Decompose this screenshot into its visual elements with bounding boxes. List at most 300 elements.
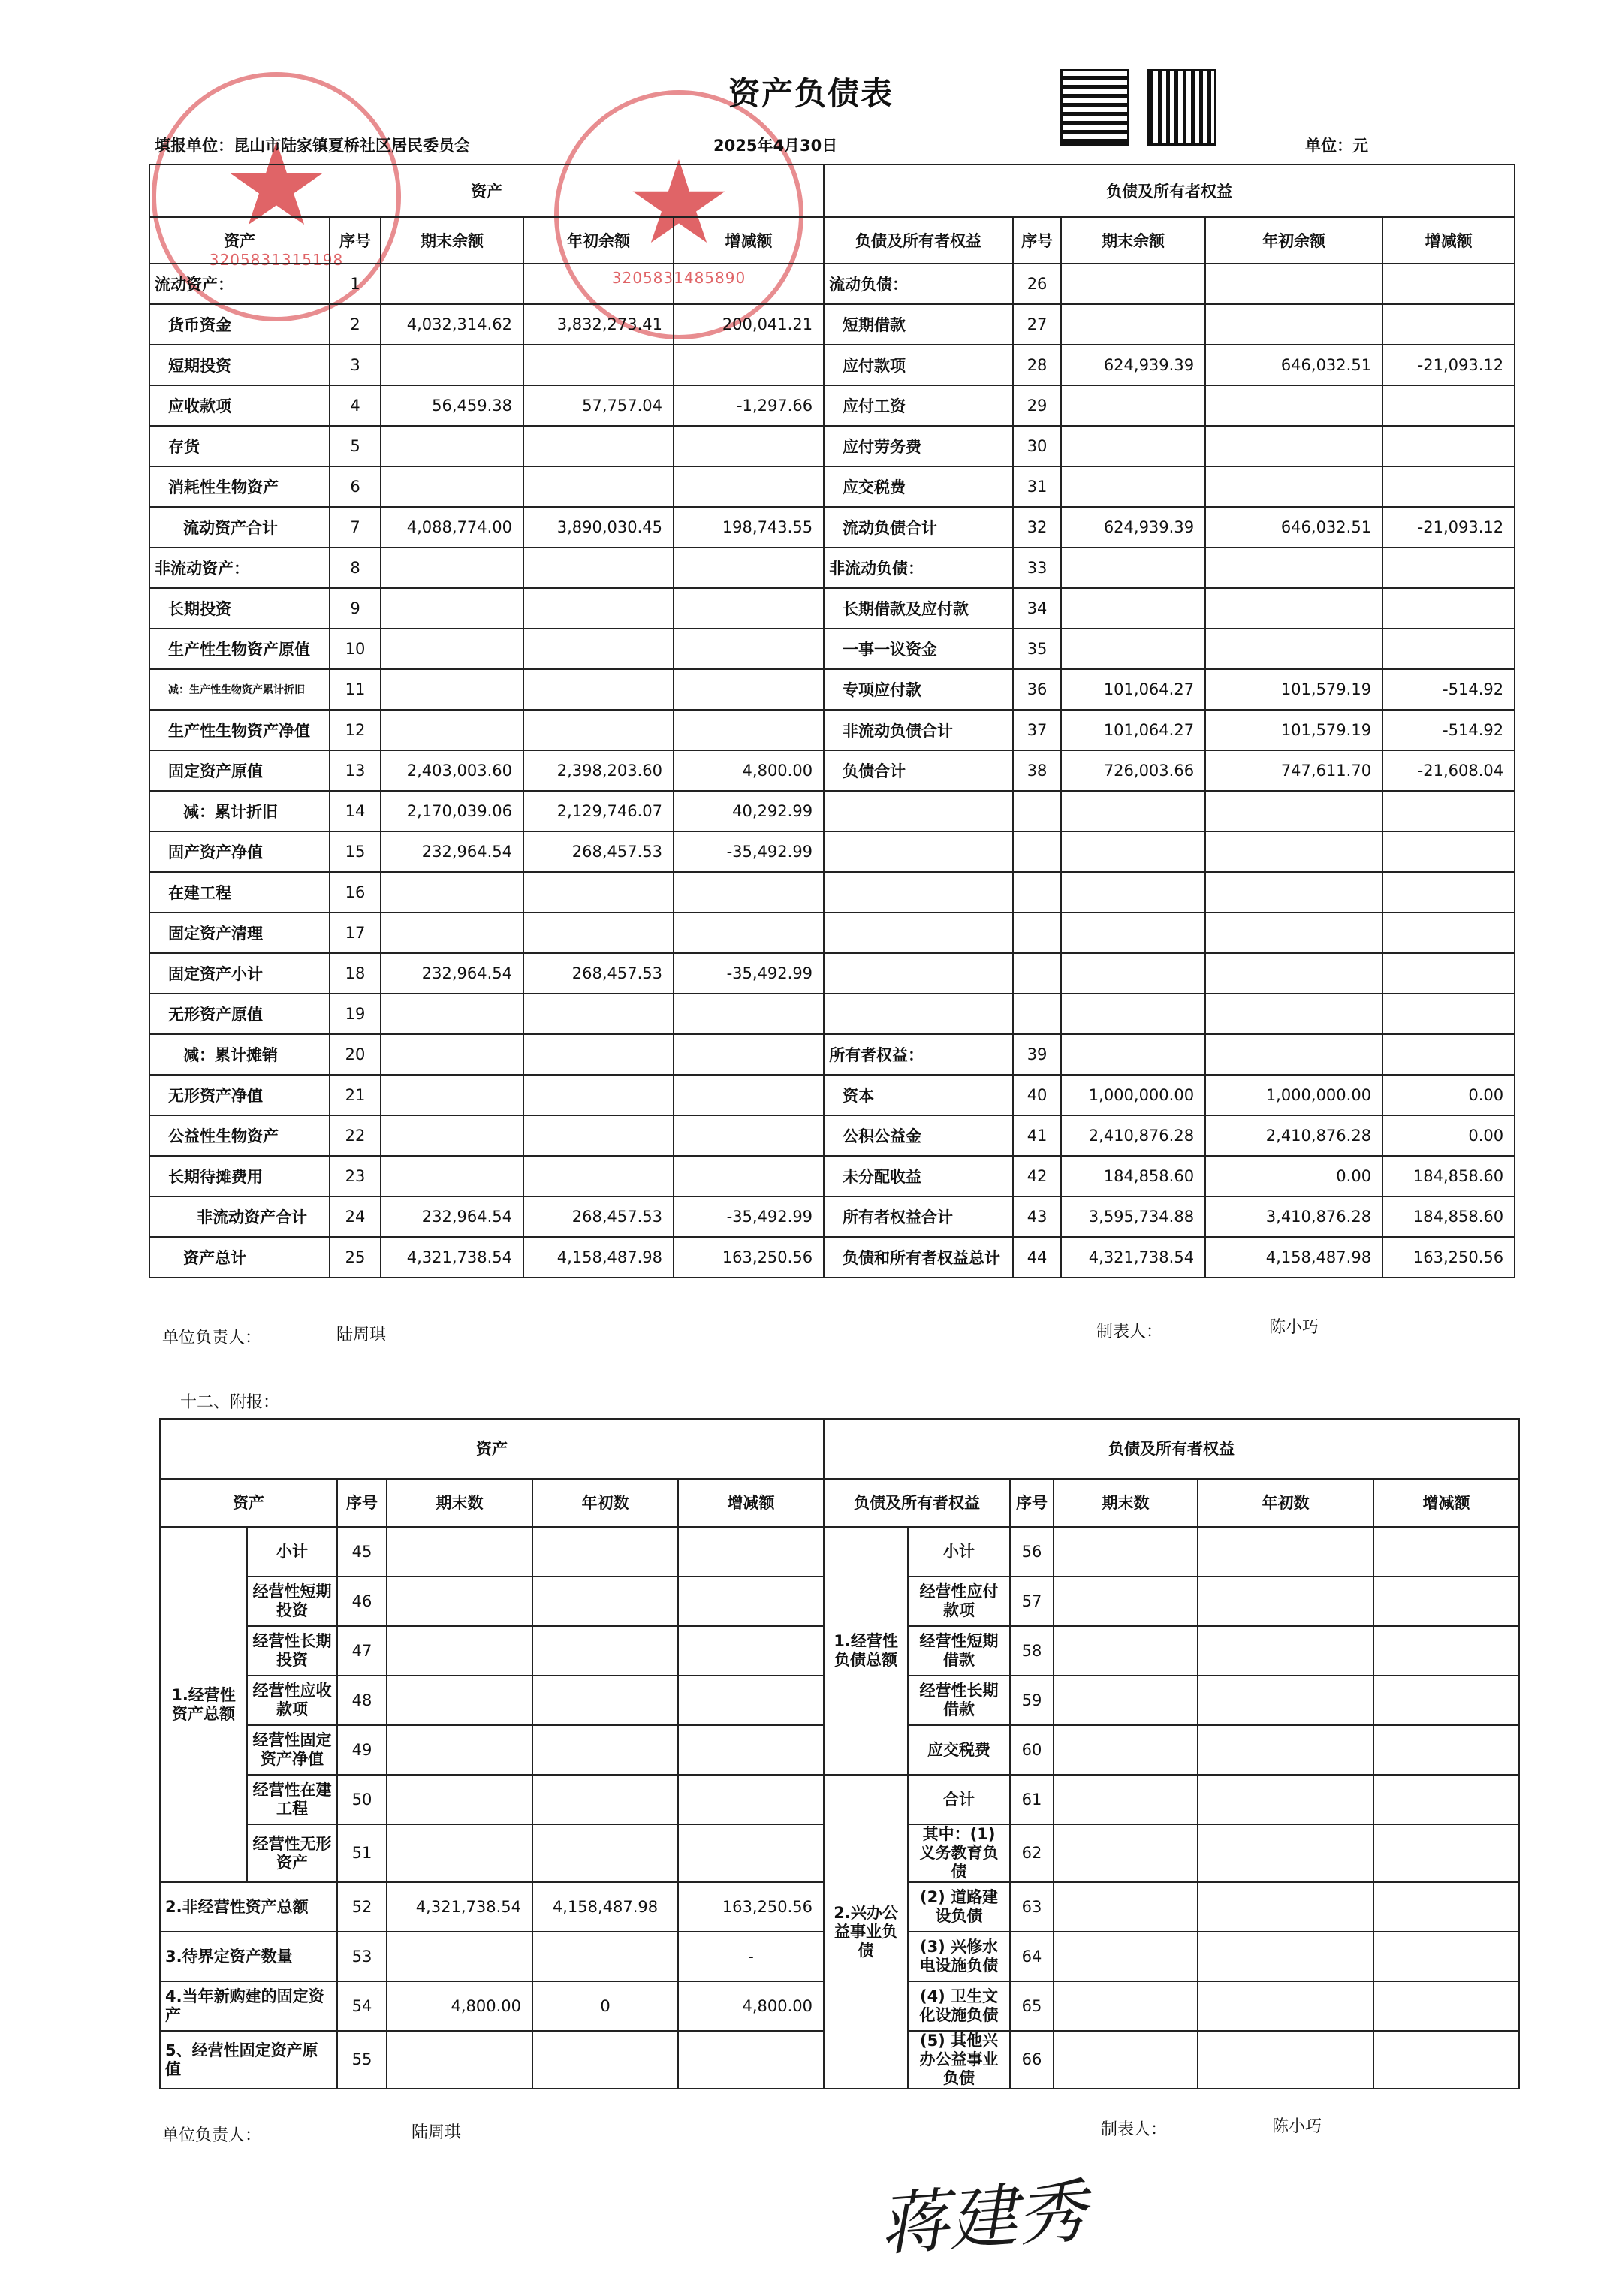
footer1-head-label: 单位负责人： [162, 1329, 262, 1347]
liab-name: (5) 其他兴办公益事业负债 [908, 2031, 1010, 2089]
asset-begin: 3,832,273.41 [523, 304, 674, 345]
liab-begin: 101,579.19 [1205, 669, 1382, 710]
asset-begin: 3,890,030.45 [523, 507, 674, 548]
liab-name: 经营性长期借款 [908, 1676, 1010, 1725]
report-date: 2025年4月30日 [713, 137, 838, 155]
liab-seq: 40 [1013, 1075, 1061, 1115]
asset-end [381, 1115, 523, 1156]
liab-seq: 28 [1013, 345, 1061, 385]
asset-change [674, 710, 824, 750]
liab-name [824, 791, 1013, 831]
liab-begin [1198, 1725, 1373, 1775]
liab-name: 小计 [908, 1527, 1010, 1576]
liabilities-section-header: 负债及所有者权益 [824, 164, 1515, 217]
liab-change [1382, 588, 1515, 629]
asset-seq: 48 [337, 1676, 387, 1725]
asset-end: 4,800.00 [387, 1981, 532, 2031]
liab-end: 101,064.27 [1061, 710, 1205, 750]
asset-change [678, 2031, 824, 2089]
appendix-col-begin2: 年初数 [1198, 1479, 1373, 1527]
table-row [149, 264, 1515, 304]
asset-name: 资产总计 [149, 1237, 330, 1278]
liab-end [1054, 1725, 1198, 1775]
asset-change [678, 1824, 824, 1882]
liab-change [1373, 1725, 1519, 1775]
asset-end: 4,321,738.54 [387, 1882, 532, 1932]
asset-seq: 52 [337, 1882, 387, 1932]
liab-end [1054, 1626, 1198, 1676]
liab-seq: 34 [1013, 588, 1061, 629]
liab-change [1382, 831, 1515, 872]
table-row [149, 548, 1515, 588]
asset-end [381, 1034, 523, 1075]
liab-name [824, 994, 1013, 1034]
liab-begin [1205, 264, 1382, 304]
asset-seq: 14 [330, 791, 381, 831]
liab-change [1382, 913, 1515, 953]
asset-seq: 22 [330, 1115, 381, 1156]
liab-change [1382, 629, 1515, 669]
liab-seq: 58 [1010, 1626, 1054, 1676]
col-header-liab: 负债及所有者权益 [824, 217, 1013, 264]
asset-name: 无形资产原值 [149, 994, 330, 1034]
asset-begin [532, 2031, 678, 2089]
liab-begin [1198, 1882, 1373, 1932]
footer2-head-label: 单位负责人： [162, 2126, 262, 2145]
asset-name: 短期投资 [149, 345, 330, 385]
asset-seq: 12 [330, 710, 381, 750]
asset-seq: 50 [337, 1775, 387, 1824]
asset-seq: 24 [330, 1196, 381, 1237]
liab-change [1373, 1676, 1519, 1725]
asset-end [387, 2031, 532, 2089]
liab-name: 所有者权益合计 [824, 1196, 1013, 1237]
asset-begin: 4,158,487.98 [523, 1237, 674, 1278]
liab-change [1373, 1932, 1519, 1981]
asset-end: 2,170,039.06 [381, 791, 523, 831]
liab-name: 短期借款 [824, 304, 1013, 345]
col-header-begin2: 年初余额 [1205, 217, 1382, 264]
liab-begin [1198, 1676, 1373, 1725]
liab-seq [1013, 791, 1061, 831]
col-header-end: 期末余额 [381, 217, 523, 264]
liab-end [1054, 1527, 1198, 1576]
liab-end [1054, 1932, 1198, 1981]
table-row [149, 588, 1515, 629]
liab-end: 624,939.39 [1061, 507, 1205, 548]
asset-name: 存货 [149, 426, 330, 466]
liab-begin [1205, 831, 1382, 872]
asset-begin [523, 710, 674, 750]
asset-end [381, 913, 523, 953]
asset-change: 4,800.00 [678, 1981, 824, 2031]
asset-begin: 268,457.53 [523, 953, 674, 994]
col-header-seq: 序号 [330, 217, 381, 264]
liab-begin [1198, 1775, 1373, 1824]
asset-name: 长期待摊费用 [149, 1156, 330, 1196]
liab-begin [1198, 1932, 1373, 1981]
liab-change: 0.00 [1382, 1115, 1515, 1156]
asset-begin [523, 588, 674, 629]
appendix-col-seq: 序号 [337, 1479, 387, 1527]
asset-seq: 3 [330, 345, 381, 385]
liab-seq: 66 [1010, 2031, 1054, 2089]
liab-change: 184,858.60 [1382, 1196, 1515, 1237]
asset-seq: 45 [337, 1527, 387, 1576]
appendix-table [159, 1418, 1520, 2089]
liab-begin [1205, 1034, 1382, 1075]
asset-end [387, 1824, 532, 1882]
asset-seq: 47 [337, 1626, 387, 1676]
liab-end [1054, 1576, 1198, 1626]
liab-change [1382, 385, 1515, 426]
asset-seq: 1 [330, 264, 381, 304]
liab-end: 1,000,000.00 [1061, 1075, 1205, 1115]
asset-name: 应收款项 [149, 385, 330, 426]
asset-change: 163,250.56 [678, 1882, 824, 1932]
asset-change [678, 1626, 824, 1676]
asset-name: 4.当年新购建的固定资产 [160, 1981, 337, 2031]
liab-begin: 646,032.51 [1205, 345, 1382, 385]
appendix-col-end: 期末数 [387, 1479, 532, 1527]
asset-end: 232,964.54 [381, 953, 523, 994]
liab-name: (3) 兴修水电设施负债 [908, 1932, 1010, 1981]
asset-seq: 13 [330, 750, 381, 791]
liab-seq: 63 [1010, 1882, 1054, 1932]
footer1-maker-name: 陈小巧 [1269, 1318, 1319, 1337]
asset-name: 经营性应收款项 [247, 1676, 337, 1725]
liab-begin: 4,158,487.98 [1205, 1237, 1382, 1278]
asset-change [678, 1725, 824, 1775]
asset-end [381, 1156, 523, 1196]
liab-change: -21,608.04 [1382, 750, 1515, 791]
group-op-assets: 1.经营性资产总额 [160, 1527, 247, 1882]
asset-change [674, 994, 824, 1034]
asset-end [387, 1775, 532, 1824]
asset-name: 3.待界定资产数量 [160, 1932, 337, 1981]
liab-change [1373, 1527, 1519, 1576]
asset-begin: 57,757.04 [523, 385, 674, 426]
table-row [149, 1237, 1515, 1278]
asset-name: 长期投资 [149, 588, 330, 629]
group-op-liab: 1.经营性负债总额 [824, 1527, 908, 1775]
liab-change [1382, 791, 1515, 831]
currency-unit: 单位：元 [1305, 137, 1368, 155]
table-row [149, 669, 1515, 710]
col-header-change2: 增减额 [1382, 217, 1515, 264]
liab-name [824, 831, 1013, 872]
appendix-col-seq2: 序号 [1010, 1479, 1054, 1527]
asset-name: 减：生产性生物资产累计折旧 [149, 669, 330, 710]
liab-begin [1205, 426, 1382, 466]
liab-name [824, 953, 1013, 994]
table-row [149, 426, 1515, 466]
liab-seq: 27 [1013, 304, 1061, 345]
handwritten-signature: 蒋建秀 [876, 2171, 1089, 2266]
liab-name: 经营性短期借款 [908, 1626, 1010, 1676]
liab-change: 163,250.56 [1382, 1237, 1515, 1278]
asset-change [674, 629, 824, 669]
liab-begin: 747,611.70 [1205, 750, 1382, 791]
footer1-maker-label: 制表人： [1096, 1323, 1163, 1341]
asset-seq: 7 [330, 507, 381, 548]
asset-change [674, 426, 824, 466]
asset-end [381, 1075, 523, 1115]
table-row [149, 466, 1515, 507]
table-row [149, 1034, 1515, 1075]
footer1-head-name: 陆周琪 [336, 1326, 387, 1344]
table-row [149, 507, 1515, 548]
asset-change [678, 1775, 824, 1824]
assets-section-header: 资产 [149, 164, 824, 217]
asset-name: 经营性在建工程 [247, 1775, 337, 1824]
liab-end [1061, 385, 1205, 426]
liab-seq: 38 [1013, 750, 1061, 791]
liab-name: 所有者权益： [824, 1034, 1013, 1075]
footer2-maker-label: 制表人： [1101, 2120, 1168, 2139]
asset-name: 固定资产原值 [149, 750, 330, 791]
asset-end [381, 872, 523, 913]
asset-seq: 46 [337, 1576, 387, 1626]
asset-name: 在建工程 [149, 872, 330, 913]
liab-name: 公积公益金 [824, 1115, 1013, 1156]
asset-seq: 8 [330, 548, 381, 588]
liab-end: 101,064.27 [1061, 669, 1205, 710]
asset-begin [532, 1775, 678, 1824]
liab-seq: 59 [1010, 1676, 1054, 1725]
liab-seq: 65 [1010, 1981, 1054, 2031]
asset-change [674, 345, 824, 385]
asset-end [381, 629, 523, 669]
liab-change [1373, 1626, 1519, 1676]
liab-change: -514.92 [1382, 669, 1515, 710]
liab-end [1061, 913, 1205, 953]
asset-seq: 49 [337, 1725, 387, 1775]
asset-seq: 15 [330, 831, 381, 872]
asset-begin [532, 1576, 678, 1626]
asset-begin [523, 629, 674, 669]
asset-name: 减：累计折旧 [149, 791, 330, 831]
asset-begin [523, 264, 674, 304]
asset-change [674, 1034, 824, 1075]
col-header-change: 增减额 [674, 217, 824, 264]
asset-change: 163,250.56 [674, 1237, 824, 1278]
col-header-end2: 期末余额 [1061, 217, 1205, 264]
asset-change [674, 1115, 824, 1156]
asset-name: 消耗性生物资产 [149, 466, 330, 507]
liab-end [1061, 1034, 1205, 1075]
asset-name: 流动资产合计 [149, 507, 330, 548]
asset-seq: 55 [337, 2031, 387, 2089]
asset-name: 固产资产净值 [149, 831, 330, 872]
liab-change [1382, 264, 1515, 304]
liab-end [1061, 426, 1205, 466]
asset-name: 固定资产小计 [149, 953, 330, 994]
liab-seq: 64 [1010, 1932, 1054, 1981]
liab-name: 非流动负债合计 [824, 710, 1013, 750]
liab-begin: 3,410,876.28 [1205, 1196, 1382, 1237]
asset-end [381, 345, 523, 385]
liab-end [1061, 264, 1205, 304]
asset-change [674, 669, 824, 710]
qr-code-icon [1147, 69, 1216, 146]
liab-name: 流动负债： [824, 264, 1013, 304]
table-row [149, 831, 1515, 872]
asset-begin [532, 1676, 678, 1725]
asset-name: 固定资产清理 [149, 913, 330, 953]
asset-end: 232,964.54 [381, 1196, 523, 1237]
asset-change [674, 466, 824, 507]
asset-begin: 268,457.53 [523, 831, 674, 872]
asset-change [674, 1156, 824, 1196]
asset-begin [523, 872, 674, 913]
liab-begin [1205, 994, 1382, 1034]
liab-name [824, 913, 1013, 953]
table-row [149, 953, 1515, 994]
liab-change [1382, 466, 1515, 507]
liab-begin [1205, 872, 1382, 913]
stamp-2-code: 3205831485890 [611, 269, 746, 287]
asset-seq: 2 [330, 304, 381, 345]
liab-seq [1013, 913, 1061, 953]
liab-end [1061, 304, 1205, 345]
appendix-col-end2: 期末数 [1054, 1479, 1198, 1527]
asset-begin [523, 426, 674, 466]
liab-change [1382, 548, 1515, 588]
liab-name: 流动负债合计 [824, 507, 1013, 548]
asset-name: 经营性无形资产 [247, 1824, 337, 1882]
asset-seq: 6 [330, 466, 381, 507]
liab-seq [1013, 994, 1061, 1034]
asset-begin: 2,398,203.60 [523, 750, 674, 791]
table-row [149, 913, 1515, 953]
liab-name [824, 872, 1013, 913]
liab-begin: 1,000,000.00 [1205, 1075, 1382, 1115]
asset-begin [523, 1156, 674, 1196]
liab-end [1054, 1824, 1198, 1882]
balance-sheet-table [149, 164, 1515, 1278]
liab-change: -21,093.12 [1382, 345, 1515, 385]
asset-begin [523, 994, 674, 1034]
report-unit-label: 填报单位： [155, 137, 234, 155]
qr-code-icon [1060, 69, 1129, 146]
group-public-liab: 2.兴办公益事业负债 [824, 1775, 908, 2089]
liab-name: 一事一议资金 [824, 629, 1013, 669]
liab-name: 其中：(1) 义务教育负债 [908, 1824, 1010, 1882]
liab-seq: 35 [1013, 629, 1061, 669]
asset-change [674, 588, 824, 629]
asset-end: 4,032,314.62 [381, 304, 523, 345]
liab-change [1382, 994, 1515, 1034]
liab-change: -21,093.12 [1382, 507, 1515, 548]
asset-name: 经营性长期投资 [247, 1626, 337, 1676]
asset-begin: 268,457.53 [523, 1196, 674, 1237]
liab-name: 未分配收益 [824, 1156, 1013, 1196]
liab-end [1054, 1676, 1198, 1725]
liab-end [1061, 953, 1205, 994]
liab-change [1382, 426, 1515, 466]
liab-seq [1013, 953, 1061, 994]
asset-end [381, 710, 523, 750]
asset-change [674, 548, 824, 588]
asset-change: 40,292.99 [674, 791, 824, 831]
table-row [149, 1075, 1515, 1115]
table-row [149, 750, 1515, 791]
asset-change [674, 1075, 824, 1115]
table-row [149, 629, 1515, 669]
liab-name: 负债和所有者权益总计 [824, 1237, 1013, 1278]
asset-change: 4,800.00 [674, 750, 824, 791]
liab-change: -514.92 [1382, 710, 1515, 750]
liab-seq: 62 [1010, 1824, 1054, 1882]
liab-begin [1205, 548, 1382, 588]
liab-end [1061, 994, 1205, 1034]
liab-end: 3,595,734.88 [1061, 1196, 1205, 1237]
liab-name: 负债合计 [824, 750, 1013, 791]
asset-end [381, 588, 523, 629]
asset-begin [532, 1725, 678, 1775]
liab-name: 合计 [908, 1775, 1010, 1824]
liab-seq: 26 [1013, 264, 1061, 304]
asset-change [678, 1576, 824, 1626]
asset-begin [523, 669, 674, 710]
liab-begin [1205, 304, 1382, 345]
liab-end [1061, 791, 1205, 831]
appendix-liab-section: 负债及所有者权益 [824, 1419, 1519, 1479]
liab-name: 资本 [824, 1075, 1013, 1115]
asset-seq: 5 [330, 426, 381, 466]
asset-name: 流动资产： [149, 264, 330, 304]
asset-seq: 17 [330, 913, 381, 953]
asset-change [674, 913, 824, 953]
liab-seq: 39 [1013, 1034, 1061, 1075]
liab-begin [1205, 588, 1382, 629]
liab-change [1373, 2031, 1519, 2089]
asset-end [387, 1676, 532, 1725]
liab-begin: 646,032.51 [1205, 507, 1382, 548]
asset-end [387, 1932, 532, 1981]
asset-name: 生产性生物资产原值 [149, 629, 330, 669]
liab-end [1061, 548, 1205, 588]
asset-name: 5、经营性固定资产原值 [160, 2031, 337, 2089]
asset-begin: 4,158,487.98 [532, 1882, 678, 1932]
asset-seq: 25 [330, 1237, 381, 1278]
asset-end: 232,964.54 [381, 831, 523, 872]
liab-end [1061, 629, 1205, 669]
asset-change: -35,492.99 [674, 953, 824, 994]
asset-begin [523, 1115, 674, 1156]
liab-end: 184,858.60 [1061, 1156, 1205, 1196]
liab-name: 应付工资 [824, 385, 1013, 426]
liab-seq: 57 [1010, 1576, 1054, 1626]
liab-end [1061, 872, 1205, 913]
asset-seq: 20 [330, 1034, 381, 1075]
asset-begin [532, 1932, 678, 1981]
asset-change: -1,297.66 [674, 385, 824, 426]
liab-seq: 61 [1010, 1775, 1054, 1824]
asset-end [387, 1527, 532, 1576]
table-row [149, 872, 1515, 913]
liab-end [1054, 2031, 1198, 2089]
liab-end: 726,003.66 [1061, 750, 1205, 791]
asset-name: 公益性生物资产 [149, 1115, 330, 1156]
liab-change [1382, 1034, 1515, 1075]
asset-end [381, 466, 523, 507]
asset-change [678, 1676, 824, 1725]
liab-end: 4,321,738.54 [1061, 1237, 1205, 1278]
liab-seq: 42 [1013, 1156, 1061, 1196]
liab-end [1054, 1882, 1198, 1932]
